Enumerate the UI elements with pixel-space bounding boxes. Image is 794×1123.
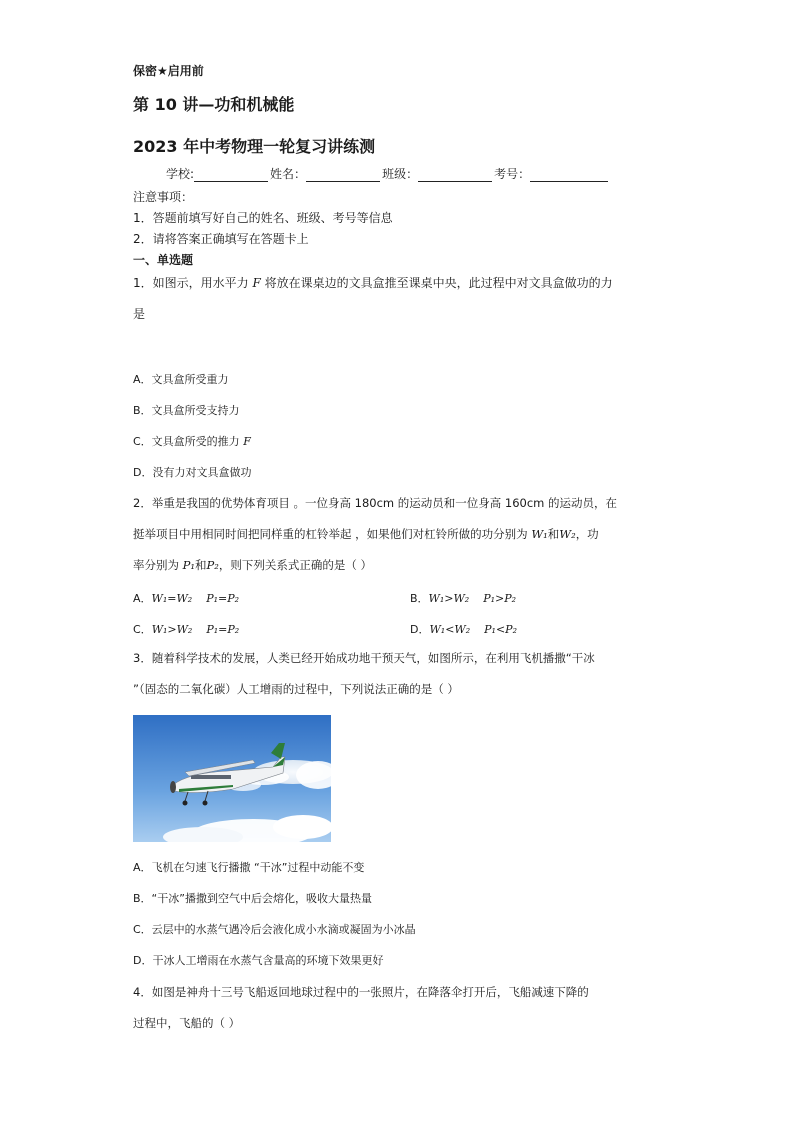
question-4-stem (133, 977, 673, 1039)
q2-line-1: 2．举重是我国的优势体育项目 。一位身高 180cm 的运动员和一位身高 160cm 的运动员，在 (133, 496, 618, 510)
confidential-label: 保密★启用前 (133, 64, 204, 78)
section-heading: 一、单选题 (133, 253, 194, 267)
q2-option-b[interactable] (410, 590, 516, 606)
q2-var-w2: W₂ (559, 527, 576, 541)
notes-heading: 注意事项： (133, 190, 194, 204)
q3-option-b[interactable]: B．“干冰”播撒到空气中后会熔化，吸收大量热量 (133, 892, 372, 905)
note-item-2: 2．请将答案正确填写在答题卡上 (133, 232, 309, 246)
exam-no-blank[interactable] (530, 167, 608, 182)
name-blank[interactable] (306, 167, 380, 182)
q1-option-b[interactable]: B．文具盒所受支持力 (133, 404, 240, 417)
q2-option-d[interactable] (410, 621, 517, 637)
airplane-cloud-seeding-photo (133, 715, 331, 842)
q4-line-1: 4．如图是神舟十三号飞船返回地球过程中的一张照片，在降落伞打开后，飞船减速下降的 (133, 985, 589, 999)
name-label: 姓名： (270, 167, 307, 181)
q2-option-c[interactable] (133, 621, 239, 637)
class-blank[interactable] (418, 167, 492, 182)
q3-line-1: 3．随着科学技术的发展，人类已经开始成功地干预天气，如图所示，在利用飞机播撒“干冰 (133, 651, 595, 665)
q1-text-c: 是 (133, 307, 146, 321)
series-title: 2023 年中考物理一轮复习讲练测 (133, 137, 376, 156)
q1-option-a[interactable]: A．文具盒所受重力 (133, 373, 229, 386)
q1-var-f: F (252, 276, 261, 290)
q2-and-1: 和 (547, 527, 560, 541)
option-p: P₁=P₂ (206, 592, 240, 605)
q2-var-w1: W₁ (531, 527, 548, 541)
q2-var-p1: P₁ (182, 558, 196, 572)
option-w: W₁>W₂ (428, 592, 470, 605)
q1-option-c[interactable] (133, 433, 251, 449)
option-p: P₁=P₂ (206, 623, 240, 636)
lecture-title: 第 10 讲—功和机械能 (133, 95, 295, 114)
q2-and-2: 和 (195, 558, 207, 572)
school-blank[interactable] (194, 167, 268, 182)
q2-var-p2: P₂ (206, 558, 219, 572)
q3-line-2: ”（固态的二氧化碳）人工增雨的过程中，下列说法正确的是（ ） (133, 682, 459, 696)
option-label: C． (133, 623, 152, 636)
q2-line-2a: 挺举项目中用相同时间把同样重的杠铃举起 ，如果他们对杠铃所做的功分别为 (133, 527, 528, 541)
question-2-stem (133, 488, 673, 581)
option-label: D． (410, 623, 430, 636)
option-w: W₁<W₂ (429, 623, 471, 636)
q1-text-a: 1．如图示，用水平力 (133, 276, 249, 290)
q1-text-b: 将放在课桌边的文具盒推至课桌中央，此过程中对文具盒做功的力 (264, 276, 613, 290)
q1-option-c-var: F (243, 435, 251, 448)
q3-option-a[interactable]: A．飞机在匀速飞行播撒 “干冰”过程中动能不变 (133, 861, 365, 874)
q2-line-3b: ，则下列关系式正确的是（ ） (218, 558, 373, 572)
option-p: P₁<P₂ (484, 623, 517, 636)
airplane-photo-svg (133, 715, 331, 842)
q1-option-d[interactable]: D．没有力对文具盒做功 (133, 466, 252, 479)
option-w: W₁=W₂ (151, 592, 193, 605)
option-w: W₁>W₂ (151, 623, 193, 636)
q4-line-2: 过程中，飞船的（ ） (133, 1016, 241, 1030)
question-1-stem (133, 268, 673, 330)
exam-no-label: 考号： (494, 167, 531, 181)
option-p: P₁>P₂ (483, 592, 517, 605)
q3-option-c[interactable]: C．云层中的水蒸气遇冷后会液化成小水滴或凝固为小冰晶 (133, 923, 416, 936)
q1-option-c-text: C．文具盒所受的推力 (133, 435, 240, 448)
school-label: 学校: (166, 167, 195, 181)
class-label: 班级： (382, 167, 419, 181)
q2-line-2b: ，功 (575, 527, 599, 541)
q2-line-3a: 率分别为 (133, 558, 179, 572)
question-3-stem (133, 643, 673, 705)
q3-option-d[interactable]: D．干冰人工增雨在水蒸气含量高的环境下效果更好 (133, 954, 384, 967)
q2-option-a[interactable] (133, 590, 239, 606)
option-label: A． (133, 592, 152, 605)
option-label: B． (410, 592, 429, 605)
note-item-1: 1．答题前填写好自己的姓名、班级、考号等信息 (133, 211, 393, 225)
student-info-row (166, 165, 610, 182)
